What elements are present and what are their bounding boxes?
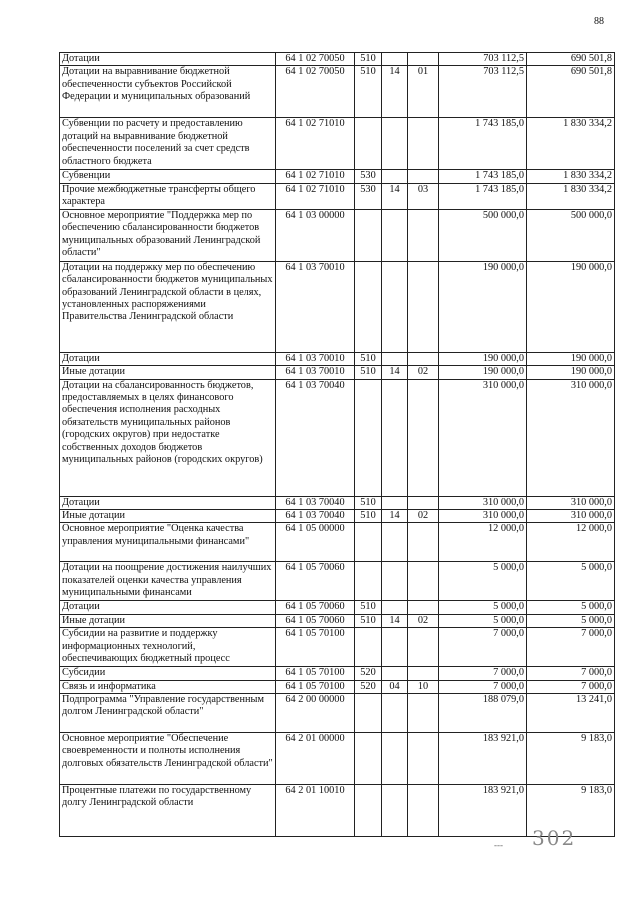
row-vr-code (355, 694, 382, 733)
row-vr-code: 530 (355, 170, 382, 183)
row-name: Субвенции по расчету и предоставлению дотаций на выравнивание бюджетной обеспеченности поселений за счет средств областного бюджета (60, 118, 276, 170)
row-rz-code: 04 (382, 680, 408, 693)
table-row (60, 379, 615, 496)
row-csr-code: 64 1 02 71010 (276, 170, 355, 183)
row-csr-code: 64 1 05 70100 (276, 628, 355, 667)
row-name: Связь и информатика (60, 680, 276, 693)
row-csr-code: 64 2 00 00000 (276, 694, 355, 733)
row-sum-year-2: 190 000,0 (527, 366, 615, 379)
table-row (60, 183, 615, 209)
row-sum-year-2: 7 000,0 (527, 628, 615, 667)
row-csr-code: 64 1 05 70100 (276, 680, 355, 693)
row-name: Иные дотации (60, 510, 276, 523)
footer-mark: --- (494, 840, 503, 850)
row-sum-year-2: 5 000,0 (527, 614, 615, 627)
row-vr-code (355, 523, 382, 562)
row-csr-code: 64 1 05 70060 (276, 562, 355, 601)
row-rz-code (382, 562, 408, 601)
row-sum-year-1: 5 000,0 (439, 614, 527, 627)
row-sum-year-1: 190 000,0 (439, 261, 527, 352)
table-row (60, 628, 615, 667)
row-pr-code (408, 601, 439, 614)
table-row (60, 496, 615, 509)
row-rz-code (382, 694, 408, 733)
row-vr-code: 510 (355, 66, 382, 118)
row-sum-year-1: 183 921,0 (439, 733, 527, 785)
row-pr-code (408, 667, 439, 680)
row-rz-code (382, 118, 408, 170)
row-name: Основное мероприятие "Обеспечение своевременности и полноты исполнения долговых обязательств Ленинградской области" (60, 733, 276, 785)
row-sum-year-2: 1 830 334,2 (527, 170, 615, 183)
table-row (60, 562, 615, 601)
row-vr-code (355, 562, 382, 601)
row-sum-year-1: 7 000,0 (439, 628, 527, 667)
row-csr-code: 64 1 03 70040 (276, 496, 355, 509)
row-sum-year-1: 310 000,0 (439, 510, 527, 523)
row-sum-year-1: 183 921,0 (439, 785, 527, 837)
row-name: Прочие межбюджетные трансферты общего характера (60, 183, 276, 209)
row-sum-year-2: 9 183,0 (527, 785, 615, 837)
row-name: Основное мероприятие "Оценка качества управления муниципальными финансами" (60, 523, 276, 562)
row-sum-year-1: 310 000,0 (439, 379, 527, 496)
row-pr-code: 02 (408, 366, 439, 379)
row-vr-code: 510 (355, 496, 382, 509)
row-sum-year-1: 190 000,0 (439, 366, 527, 379)
row-name: Иные дотации (60, 366, 276, 379)
row-pr-code: 03 (408, 183, 439, 209)
row-vr-code (355, 733, 382, 785)
row-pr-code (408, 523, 439, 562)
row-vr-code: 510 (355, 614, 382, 627)
row-sum-year-1: 500 000,0 (439, 209, 527, 261)
row-sum-year-1: 12 000,0 (439, 523, 527, 562)
row-vr-code: 520 (355, 667, 382, 680)
row-sum-year-2: 1 830 334,2 (527, 118, 615, 170)
handwritten-page-stamp: 302 (532, 826, 577, 850)
row-sum-year-2: 690 501,8 (527, 53, 615, 66)
row-name: Субсидии на развитие и поддержку информационных технологий, обеспечивающих бюджетный процесс (60, 628, 276, 667)
row-vr-code (355, 628, 382, 667)
row-name: Дотации на поддержку мер по обеспечению сбалансированности бюджетов муниципальных образований Ленинградской области в целях, установленных распоряжениями Правительства Ленинградской области (60, 261, 276, 352)
row-rz-code (382, 261, 408, 352)
row-pr-code: 02 (408, 614, 439, 627)
table-row (60, 118, 615, 170)
row-sum-year-1: 7 000,0 (439, 667, 527, 680)
row-sum-year-2: 5 000,0 (527, 601, 615, 614)
row-vr-code (355, 261, 382, 352)
row-vr-code: 510 (355, 601, 382, 614)
table-body (60, 53, 615, 837)
row-csr-code: 64 1 02 70050 (276, 53, 355, 66)
row-rz-code (382, 628, 408, 667)
row-sum-year-2: 310 000,0 (527, 379, 615, 496)
row-rz-code: 14 (382, 66, 408, 118)
row-csr-code: 64 1 05 00000 (276, 523, 355, 562)
row-pr-code: 01 (408, 66, 439, 118)
row-sum-year-1: 5 000,0 (439, 601, 527, 614)
row-vr-code (355, 785, 382, 837)
row-sum-year-1: 190 000,0 (439, 352, 527, 365)
row-csr-code: 64 1 03 70040 (276, 510, 355, 523)
table-row (60, 733, 615, 785)
row-name: Дотации на сбалансированность бюджетов, предоставляемых в целях финансового обеспечения исполнения расходных обязательств муниципальных районов (городских округов) при недостатке собственных доходов бюджетов муниципальных районов (городских округов) (60, 379, 276, 496)
row-sum-year-1: 7 000,0 (439, 680, 527, 693)
row-sum-year-2: 190 000,0 (527, 352, 615, 365)
row-pr-code (408, 379, 439, 496)
row-pr-code (408, 170, 439, 183)
row-rz-code (382, 601, 408, 614)
row-sum-year-1: 188 079,0 (439, 694, 527, 733)
row-csr-code: 64 1 02 70050 (276, 66, 355, 118)
row-csr-code: 64 1 03 00000 (276, 209, 355, 261)
table-row (60, 601, 615, 614)
table-row (60, 667, 615, 680)
row-sum-year-1: 703 112,5 (439, 53, 527, 66)
row-rz-code (382, 379, 408, 496)
row-pr-code (408, 261, 439, 352)
row-csr-code: 64 1 03 70010 (276, 352, 355, 365)
row-name: Подпрограмма "Управление государственным долгом Ленинградской области" (60, 694, 276, 733)
row-sum-year-1: 1 743 185,0 (439, 118, 527, 170)
row-rz-code: 14 (382, 614, 408, 627)
table-row (60, 352, 615, 365)
row-vr-code: 520 (355, 680, 382, 693)
row-vr-code: 510 (355, 352, 382, 365)
row-name: Дотации на поощрение достижения наилучших показателей оценки качества управления муниципальными финансами (60, 562, 276, 601)
table-row (60, 614, 615, 627)
row-csr-code: 64 1 05 70100 (276, 667, 355, 680)
row-rz-code: 14 (382, 510, 408, 523)
row-pr-code: 02 (408, 510, 439, 523)
row-pr-code (408, 496, 439, 509)
row-sum-year-1: 703 112,5 (439, 66, 527, 118)
row-csr-code: 64 1 05 70060 (276, 614, 355, 627)
row-name: Дотации (60, 496, 276, 509)
row-name: Дотации (60, 601, 276, 614)
table-row (60, 366, 615, 379)
row-rz-code (382, 170, 408, 183)
row-csr-code: 64 1 03 70010 (276, 261, 355, 352)
row-vr-code (355, 209, 382, 261)
row-sum-year-1: 5 000,0 (439, 562, 527, 601)
row-csr-code: 64 2 01 00000 (276, 733, 355, 785)
row-name: Основное мероприятие "Поддержка мер по обеспечению сбалансированности бюджетов муниципальных образований Ленинградской области" (60, 209, 276, 261)
row-sum-year-2: 190 000,0 (527, 261, 615, 352)
row-rz-code (382, 785, 408, 837)
row-pr-code (408, 53, 439, 66)
row-csr-code: 64 1 02 71010 (276, 118, 355, 170)
row-sum-year-2: 310 000,0 (527, 496, 615, 509)
row-rz-code: 14 (382, 183, 408, 209)
row-csr-code: 64 1 05 70060 (276, 601, 355, 614)
budget-table (59, 52, 615, 837)
row-sum-year-1: 1 743 185,0 (439, 183, 527, 209)
row-name: Процентные платежи по государственному долгу Ленинградской области (60, 785, 276, 837)
row-sum-year-2: 7 000,0 (527, 680, 615, 693)
row-rz-code: 14 (382, 366, 408, 379)
row-name: Дотации (60, 53, 276, 66)
table-row (60, 66, 615, 118)
row-name: Субсидии (60, 667, 276, 680)
table-row (60, 680, 615, 693)
row-csr-code: 64 1 03 70010 (276, 366, 355, 379)
row-rz-code (382, 523, 408, 562)
row-vr-code (355, 379, 382, 496)
table-row (60, 261, 615, 352)
row-pr-code (408, 733, 439, 785)
row-name: Субвенции (60, 170, 276, 183)
page-number: 88 (594, 16, 604, 27)
row-rz-code (382, 733, 408, 785)
row-sum-year-2: 7 000,0 (527, 667, 615, 680)
row-name: Дотации (60, 352, 276, 365)
row-pr-code (408, 562, 439, 601)
row-sum-year-2: 310 000,0 (527, 510, 615, 523)
row-rz-code (382, 53, 408, 66)
row-vr-code: 510 (355, 53, 382, 66)
row-pr-code (408, 209, 439, 261)
row-rz-code (382, 209, 408, 261)
row-sum-year-2: 500 000,0 (527, 209, 615, 261)
row-vr-code: 510 (355, 366, 382, 379)
row-sum-year-2: 9 183,0 (527, 733, 615, 785)
row-name: Дотации на выравнивание бюджетной обеспеченности субъектов Российской Федерации и муниципальных образований (60, 66, 276, 118)
row-pr-code: 10 (408, 680, 439, 693)
row-vr-code: 530 (355, 183, 382, 209)
row-rz-code (382, 496, 408, 509)
row-sum-year-2: 13 241,0 (527, 694, 615, 733)
row-csr-code: 64 1 03 70040 (276, 379, 355, 496)
row-vr-code (355, 118, 382, 170)
row-name: Иные дотации (60, 614, 276, 627)
row-sum-year-2: 5 000,0 (527, 562, 615, 601)
row-vr-code: 510 (355, 510, 382, 523)
row-rz-code (382, 352, 408, 365)
row-pr-code (408, 785, 439, 837)
table-row (60, 170, 615, 183)
row-csr-code: 64 2 01 10010 (276, 785, 355, 837)
table-row (60, 209, 615, 261)
row-rz-code (382, 667, 408, 680)
table-row (60, 694, 615, 733)
row-sum-year-2: 12 000,0 (527, 523, 615, 562)
row-sum-year-2: 1 830 334,2 (527, 183, 615, 209)
row-sum-year-1: 1 743 185,0 (439, 170, 527, 183)
table-row (60, 53, 615, 66)
row-sum-year-2: 690 501,8 (527, 66, 615, 118)
table-row (60, 510, 615, 523)
row-pr-code (408, 628, 439, 667)
row-pr-code (408, 694, 439, 733)
table-row (60, 523, 615, 562)
row-sum-year-1: 310 000,0 (439, 496, 527, 509)
row-pr-code (408, 352, 439, 365)
row-pr-code (408, 118, 439, 170)
row-csr-code: 64 1 02 71010 (276, 183, 355, 209)
